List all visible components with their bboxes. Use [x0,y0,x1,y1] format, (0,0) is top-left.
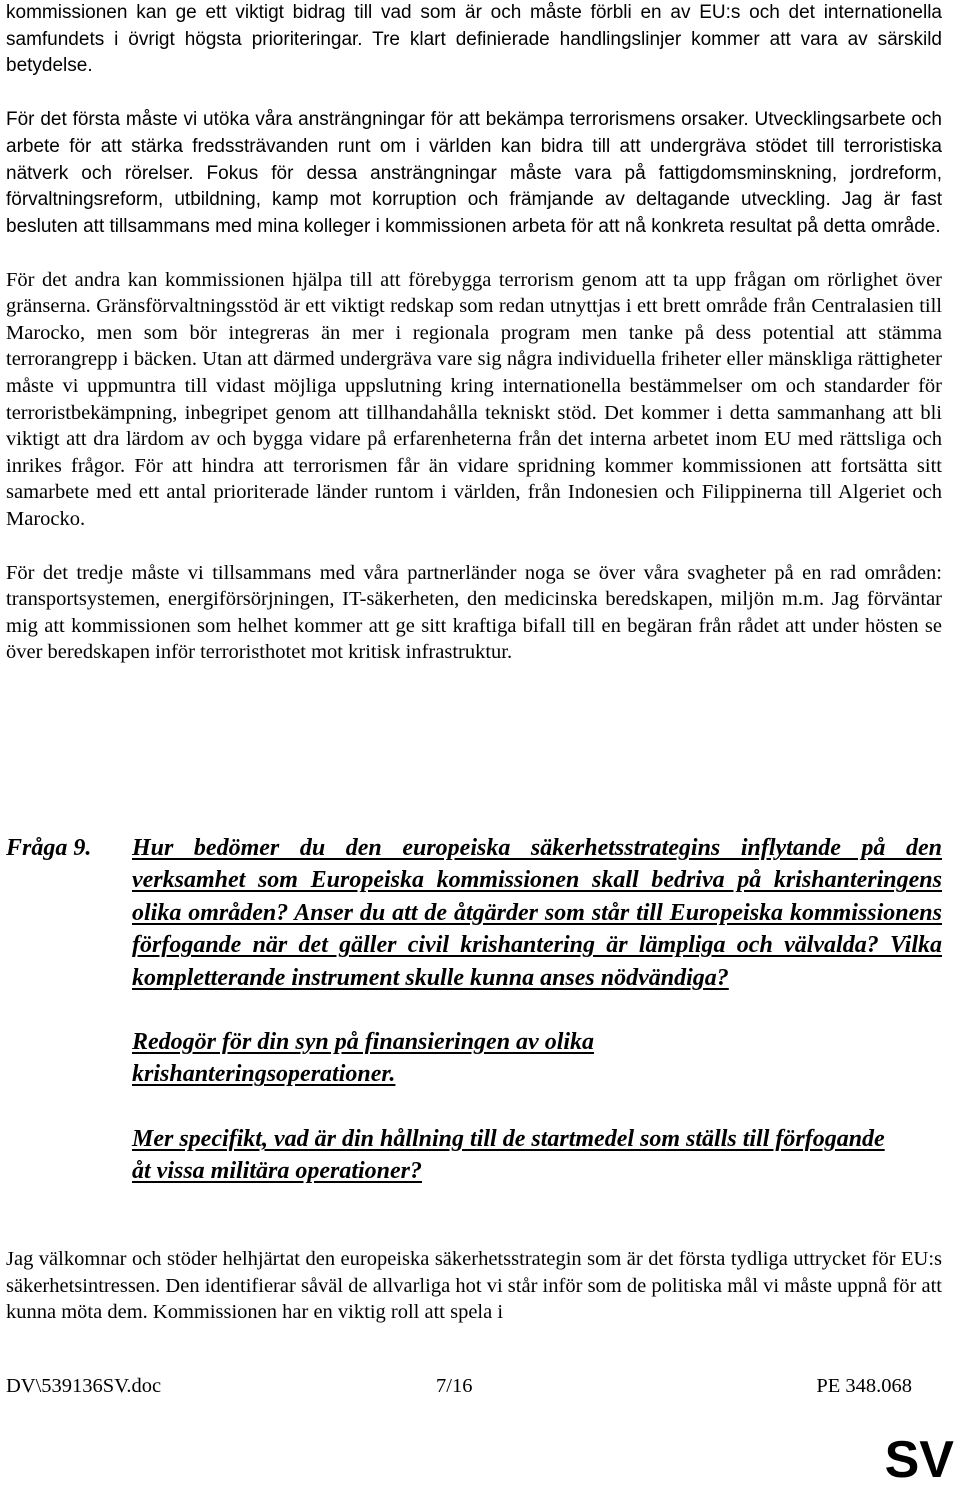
paragraph-intro: kommissionen kan ge ett viktigt bidrag till vad som är och måste förbli en av EU:s och det internationella samfundets i övrigt högsta prioriteringar. Tre klart definierade handlingslinjer kommer att vara av särskild betydelse. [6,2,942,77]
language-code: SV [884,1431,954,1489]
question-sub-military: Mer specifikt, vad är din hållning till de startmedel som ställs till förfogande åt vissa militära operationer? [132,1125,885,1185]
paragraph-second-line: För det andra kan kommissionen hjälpa till att förebygga terrorism genom att ta upp frågan om rörlighet över gränserna. Gränsförvaltningsstöd är ett viktigt redskap som redan utnyttjas i ett brett område från Centralasien till Marocko, men som bör integreras än mer i regionala program men tanke på dess potential att stämma terrorangrepp i bäcken. Utan att därmed undergräva vare sig några individuella friheter eller mänskliga rättigheter måste vi uppmuntra till vidast möjliga uppslutning kring internationella bestämmelser om och standarder för terroristbekämpning, inbegripet genom att tillhandahålla tekniskt stöd. Det kommer i detta sammanhang att bli viktigt att dra lärdom av och bygga vidare på erfarenheterna från det interna arbetet inom EU med rättsliga och inrikes frågor. För att hindra att terrorismen får än vidare spridning kommer kommissionen att fortsätta sitt samarbete med ett antal prioriterade länder runtom i världen, från Indonesien och Filippinerna till Algeriet och Marocko. [6,268,942,530]
question-body [132,832,942,1188]
footer-pe-ref: PE 348.068 [816,1375,912,1397]
answer-block [6,1246,942,1326]
question-label: Fråga 9. [6,835,92,861]
paragraph-third-line: För det tredje måste vi tillsammans med våra partnerländer noga se över våra svagheter på en rad områden: transportsystemen, energiförsörjningen, IT-säkerheten, den medicinska beredskapen, miljön m.m. Jag förväntar mig att kommissionen som helhet kommer att ge sitt kraftiga bifall till en begäran från rådet att under hösten se över beredskapen inför terroristhotet mot kritisk infrastruktur. [6,561,942,664]
answer-paragraph: Jag välkomnar och stöder helhjärtat den europeiska säkerhetsstrategin som är det första tydliga uttrycket för EU:s säkerhetsintressen. Den identifierar såväl de allvarliga hot vi står inför som de politiska mål vi måste uppnå för att kunna möta dem. Kommissionen har en viktig roll att spela i [6,1248,942,1324]
footer-page-number: 7/16 [436,1375,473,1397]
question-main-text: Hur bedömer du den europeiska säkerhetsstrategins inflytande på den verksamhet som Europeiska kommissionen skall bedriva på krishanteringens olika områden? Anser du att de åtgärder som står till Europeiska kommissionens förfogande när det gäller civil krishantering är lämpliga och välvalda? Vilka kompletterande instrument skulle kunna anses nödvändiga? [132,835,942,991]
question-sub-financing: Redogör för din syn på finansieringen av olika krishanteringsoperationer. [132,1029,595,1088]
paragraph-first-line: För det första måste vi utöka våra ansträngningar för att bekämpa terrorismens orsaker. Utvecklingsarbete och arbete för att stärka fredssträvanden runt om i världen kan bidra till att undergräva stödet till terroristiska nätverk och rörelser. Fokus för dessa ansträngningar måste vara på fattigdomsminskning, jordreform, förvaltningsreform, utbildning, kamp mot korruption och främjande av deltagande utveckling. Jag är fast besluten att tillsammans med mina kolleger i kommissionen arbeta för att nå konkreta resultat på detta område. [6,109,942,237]
page-body [6,0,942,666]
question-block [6,832,942,1188]
footer-doc-ref: DV\539136SV.doc [6,1375,162,1397]
